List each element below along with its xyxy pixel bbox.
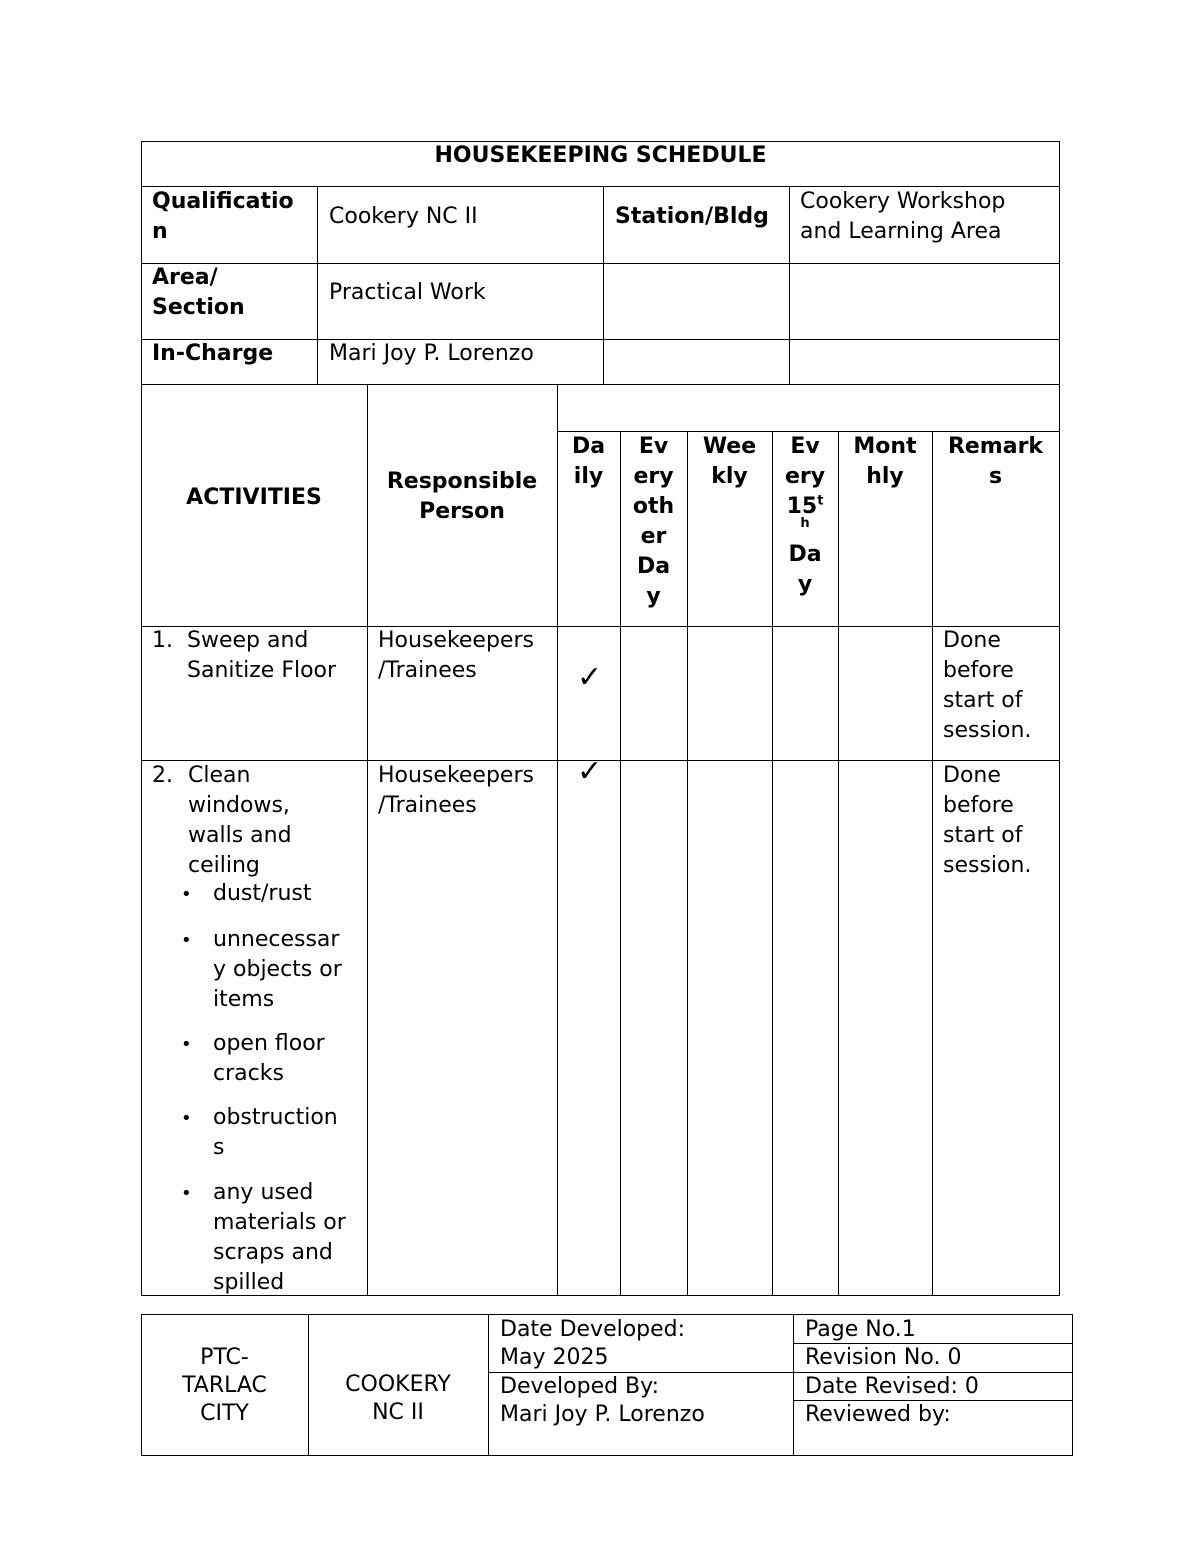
date-developed: Date Developed: May 2025 <box>500 1317 686 1370</box>
column-header-daily: Da ily <box>571 434 606 489</box>
activity-sub-item: dust/rust <box>213 881 312 906</box>
bullet-icon: • <box>181 884 192 905</box>
column-header-weekly: Wee kly <box>702 434 757 489</box>
column-header-monthly: Mont hly <box>853 434 917 489</box>
area-label: Area/ Section <box>152 265 245 320</box>
activity-sub-item: obstruction s <box>213 1105 338 1160</box>
activity-text: Sweep and Sanitize Floor <box>187 628 337 683</box>
reviewed-by: Reviewed by: <box>805 1402 951 1427</box>
activity-text: Clean windows, walls and ceiling <box>188 763 292 878</box>
bullet-icon: • <box>181 1108 192 1129</box>
column-header-remarks: Remark s <box>947 434 1044 489</box>
footer-org: PTC- TARLAC CITY <box>182 1345 267 1426</box>
revision-number: Revision No. 0 <box>805 1345 962 1370</box>
footer-program: COOKERY NC II <box>345 1372 451 1425</box>
bullet-icon: • <box>181 1034 192 1055</box>
station-value: Cookery Workshop and Learning Area <box>800 189 1006 244</box>
bullet-icon: • <box>181 930 192 951</box>
page-title: HOUSEKEEPING SCHEDULE <box>434 143 767 168</box>
qualification-value: Cookery NC II <box>329 204 478 229</box>
incharge-value: Mari Joy P. Lorenzo <box>329 341 534 366</box>
activity-sub-item: unnecessar y objects or items <box>213 927 342 1012</box>
activity-sub-item: open floor cracks <box>213 1031 325 1086</box>
column-header-every-15th-day: Ev ery 15$^t$ h Da y <box>784 434 826 597</box>
remarks-text: Done before start of session. <box>943 763 1032 878</box>
column-header-activities: ACTIVITIES <box>186 485 322 510</box>
responsible-person: Housekeepers /Trainees <box>378 628 534 683</box>
station-label: Station/Bldg <box>615 204 769 229</box>
bullet-icon: • <box>181 1183 192 1204</box>
row-number: 2. <box>152 763 173 788</box>
page-number: Page No.1 <box>805 1317 916 1342</box>
daily-check-icon: ✓ <box>577 660 603 695</box>
date-revised: Date Revised: 0 <box>805 1374 979 1399</box>
daily-check-icon: ✓ <box>577 754 603 789</box>
area-value: Practical Work <box>329 280 486 305</box>
incharge-label: In-Charge <box>152 341 274 366</box>
remarks-text: Done before start of session. <box>943 628 1032 743</box>
column-header-responsible: Responsible Person <box>386 469 538 524</box>
row-number: 1. <box>152 628 173 653</box>
qualification-label: Qualificatio n <box>152 189 294 244</box>
responsible-person: Housekeepers /Trainees <box>378 763 534 818</box>
activity-sub-item: any used materials or scraps and spilled <box>213 1180 346 1295</box>
column-header-every-other-day: Ev ery oth er Da y <box>632 434 675 609</box>
developed-by: Developed By: Mari Joy P. Lorenzo <box>500 1374 705 1427</box>
